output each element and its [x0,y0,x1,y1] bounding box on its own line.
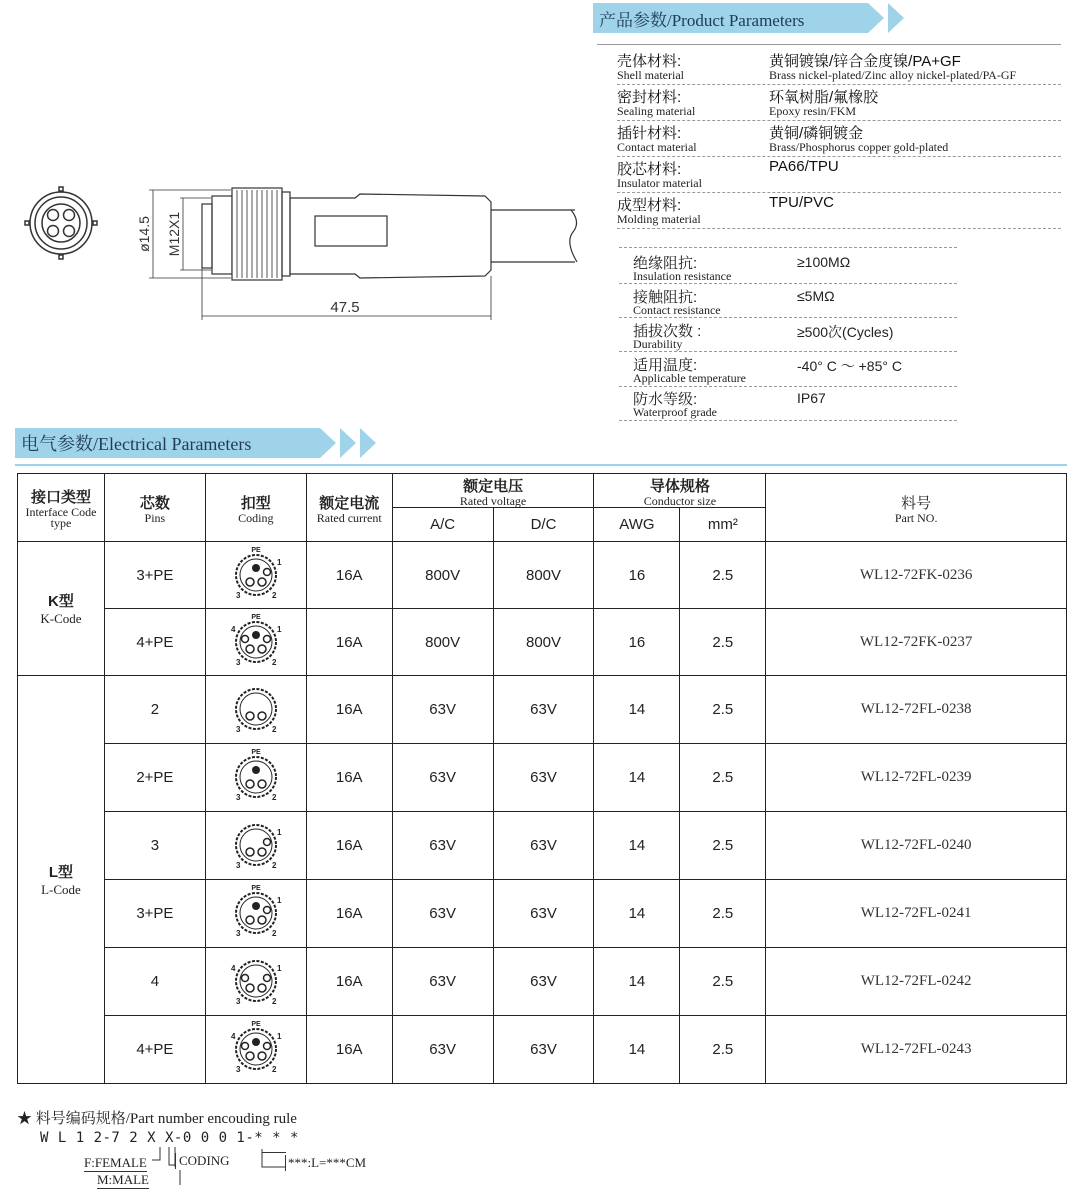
param-value-zh: 黄铜镀镍/锌合金度镍/PA+GF [769,53,961,70]
encoding-male: M:MALE [97,1172,149,1187]
awg-cell: 16 [594,542,680,609]
mm2-cell: 2.5 [680,676,766,744]
mm2-cell: 2.5 [680,1016,766,1084]
pin-layout-icon [226,677,286,737]
awg-cell: 14 [594,812,680,880]
awg-cell: 14 [594,880,680,948]
pins-cell: 4+PE [104,1016,205,1084]
pin-label-3: 3 [235,929,241,938]
pin-label-1: 1 [276,828,282,837]
header-current: 额定电流 Rated current [306,474,392,542]
spec-label-zh: 插拔次数 : [633,323,702,340]
spec-label-en: Insulation resistance [633,269,732,283]
pin-label-4: 4 [230,1032,236,1041]
pin-label-3: 3 [235,590,241,600]
pins-cell: 4+PE [104,609,205,676]
encoding-coding: CODING [175,1153,230,1169]
table-row [18,542,1067,609]
spec-label-zh: 绝缘阻抗: [633,255,698,272]
pin-label-1: 1 [276,964,282,973]
header-ac: A/C [392,508,493,542]
header-part: 料号 Part NO. [766,474,1067,542]
param-value-zh: 环氧树脂/氟橡胶 [769,89,879,106]
coding-cell [205,880,306,948]
spec-label-en: Waterproof grade [633,405,717,419]
spec-label-en: Applicable temperature [633,371,746,385]
coding-cell [205,609,306,676]
coding-cell [205,542,306,609]
part-number-cell: WL12-72FL-0239 [766,744,1067,812]
dc-voltage-cell: 63V [493,880,594,948]
table-row [18,744,1067,812]
coding-cell [205,948,306,1016]
current-cell: 16A [306,744,392,812]
current-cell: 16A [306,880,392,948]
pins-cell: 3+PE [104,542,205,609]
pins-cell: 4 [104,948,205,1016]
spec-durability [619,320,957,352]
param-label-zh: 密封材料: [617,89,682,106]
param-label-en: Molding material [617,212,701,226]
pin-label-1: 1 [276,1032,282,1041]
pin-label-pe: PE [251,885,261,892]
dc-voltage-cell: 63V [493,676,594,744]
param-shell-material [617,50,1061,85]
product-params-banner [593,3,904,33]
spec-contact-resistance [619,286,957,318]
pin-label-2: 2 [271,997,277,1006]
param-sealing-material [617,86,1061,121]
pin-label-2: 2 [271,590,277,600]
param-label-en: Contact material [617,140,697,154]
spec-label-en: Durability [633,337,683,351]
part-number-cell: WL12-72FL-0240 [766,812,1067,880]
table-row [18,948,1067,1016]
dc-voltage-cell: 800V [493,542,594,609]
param-value-en: Brass/Phosphorus copper gold-plated [769,140,949,154]
header-interface: 接口类型 Interface Code type [18,474,105,542]
param-label-en: Sealing material [617,104,696,118]
param-molding-material [617,194,1061,229]
spec-value: IP67 [797,390,826,406]
pin-label-2: 2 [271,657,277,667]
ac-voltage-cell: 63V [392,1016,493,1084]
pin-layout-icon [226,610,286,670]
param-value-zh: 黄铜/磷铜镀金 [769,125,864,142]
spec-value: ≥100MΩ [797,254,851,270]
param-label-en: Shell material [617,68,684,82]
spec-label-en: Contact resistance [633,303,721,317]
pin-label-pe: PE [251,613,261,621]
pin-label-2: 2 [271,929,277,938]
spec-waterproof [619,388,957,421]
current-cell: 16A [306,812,392,880]
mm2-cell: 2.5 [680,948,766,1016]
header-coding: 扣型 Coding [205,474,306,542]
param-value-en: Brass nickel-plated/Zinc alloy nickel-plated/PA-GF [769,68,1017,82]
specs-divider [619,247,957,248]
header-pins: 芯数 Pins [104,474,205,542]
header-voltage: 额定电压 Rated voltage [392,474,594,508]
part-number-cell: WL12-72FL-0242 [766,948,1067,1016]
awg-cell: 14 [594,676,680,744]
mm2-cell: 2.5 [680,880,766,948]
coding-cell [205,744,306,812]
pin-layout-icon [226,881,286,941]
ac-voltage-cell: 63V [392,880,493,948]
part-number-cell: WL12-72FL-0241 [766,880,1067,948]
pin-label-1: 1 [276,624,282,634]
spec-label-zh: 防水等级: [633,391,698,408]
dim-diameter: ø14.5 [136,216,152,252]
dc-voltage-cell: 63V [493,744,594,812]
spec-temperature [619,354,957,387]
ac-voltage-cell: 800V [392,609,493,676]
pin-layout-icon [226,1017,286,1077]
pin-label-3: 3 [235,725,241,734]
param-label-zh: 成型材料: [617,197,682,214]
mm2-cell: 2.5 [680,812,766,880]
table-body [18,542,1067,1084]
coding-cell [205,812,306,880]
current-cell: 16A [306,542,392,609]
table-row [18,812,1067,880]
electrical-params-banner [15,428,376,458]
table-row [18,1016,1067,1084]
table-row [18,880,1067,948]
spec-value: ≤5MΩ [797,288,835,304]
mm2-cell: 2.5 [680,744,766,812]
header-conductor: 导体规格 Conductor size [594,474,766,508]
ac-voltage-cell: 63V [392,744,493,812]
chevron-right-icon [320,428,336,458]
pin-label-pe: PE [251,546,261,554]
dc-voltage-cell: 63V [493,948,594,1016]
param-insulator-material [617,158,1061,193]
header-mm2: mm² [680,508,766,542]
part-number-cell: WL12-72FL-0238 [766,676,1067,744]
encoding-rule-title: ★ 料号编码规格/Part number encouding rule [17,1111,297,1127]
pin-label-1: 1 [276,896,282,905]
pin-label-2: 2 [271,725,277,734]
pin-label-3: 3 [235,997,241,1006]
pin-layout-icon [226,949,286,1009]
param-label-zh: 胶芯材料: [617,161,682,178]
pin-label-pe: PE [251,1021,261,1028]
coding-cell [205,676,306,744]
awg-cell: 14 [594,948,680,1016]
dc-voltage-cell: 63V [493,812,594,880]
electrical-params-table [17,473,1067,1084]
interface-code-cell: K型 K-Code [18,542,105,676]
pin-label-2: 2 [271,861,277,870]
dim-thread: M12X1 [166,211,182,257]
pin-label-2: 2 [271,1065,277,1074]
chevron-right-icon [868,3,884,33]
spec-label-zh: 接触阻抗: [633,289,698,306]
interface-code-cell: L型 L-Code [18,676,105,1084]
param-value-zh: TPU/PVC [769,194,835,211]
awg-cell: 14 [594,1016,680,1084]
ac-voltage-cell: 63V [392,676,493,744]
mm2-cell: 2.5 [680,542,766,609]
spec-value: ≥500次(Cycles) [797,324,894,340]
ac-voltage-cell: 800V [392,542,493,609]
header-dc: D/C [493,508,594,542]
param-value-zh: PA66/TPU [769,158,839,175]
pins-cell: 2 [104,676,205,744]
pin-label-2: 2 [271,793,277,802]
product-params-title: 产品参数/Product Parameters [593,3,868,33]
pin-label-pe: PE [251,749,261,756]
chevron-right-icon [340,428,356,458]
spec-value: -40° C ～ +85° C [797,358,902,374]
current-cell: 16A [306,1016,392,1084]
product-params-divider [597,44,1061,45]
table-row [18,676,1067,744]
encoding-rule-code: W L 1 2-7 2 X X-0 0 0 1-* * * [40,1130,299,1146]
ac-voltage-cell: 63V [392,948,493,1016]
current-cell: 16A [306,609,392,676]
header-awg: AWG [594,508,680,542]
connector-drawing [15,170,605,330]
electrical-params-title: 电气参数/Electrical Parameters [15,428,320,458]
ac-voltage-cell: 63V [392,812,493,880]
pins-cell: 3 [104,812,205,880]
spec-insulation-resistance [619,252,957,284]
part-number-cell: WL12-72FL-0243 [766,1016,1067,1084]
table-top-rule [15,464,1067,466]
pin-label-4: 4 [230,964,236,973]
param-contact-material [617,122,1061,157]
pin-layout-icon [226,543,286,603]
pin-label-3: 3 [235,793,241,802]
table-row [18,609,1067,676]
current-cell: 16A [306,676,392,744]
part-number-cell: WL12-72FK-0237 [766,609,1067,676]
dc-voltage-cell: 800V [493,609,594,676]
part-number-cell: WL12-72FK-0236 [766,542,1067,609]
param-label-zh: 插针材料: [617,125,682,142]
mm2-cell: 2.5 [680,609,766,676]
encoding-length: ***:L=***CM [285,1155,366,1171]
end-view-icon [25,187,97,259]
chevron-right-icon [360,428,376,458]
pin-layout-icon [226,813,286,873]
pins-cell: 3+PE [104,880,205,948]
coding-cell [205,1016,306,1084]
param-label-zh: 壳体材料: [617,53,682,70]
current-cell: 16A [306,948,392,1016]
pin-label-3: 3 [235,1065,241,1074]
pin-label-1: 1 [276,557,282,567]
dim-length: 47.5 [330,299,360,316]
pin-label-3: 3 [235,657,241,667]
encoding-length-line [262,1152,286,1153]
pin-label-3: 3 [235,861,241,870]
dc-voltage-cell: 63V [493,1016,594,1084]
chevron-right-icon [888,3,904,33]
pin-label-4: 4 [230,624,236,634]
pin-layout-icon [226,745,286,805]
pins-cell: 2+PE [104,744,205,812]
param-value-en: Epoxy resin/FKM [769,104,856,118]
awg-cell: 14 [594,744,680,812]
param-label-en: Insulator material [617,176,702,190]
spec-label-zh: 适用温度: [633,357,698,374]
awg-cell: 16 [594,609,680,676]
encoding-female: F:FEMALE [84,1155,147,1170]
